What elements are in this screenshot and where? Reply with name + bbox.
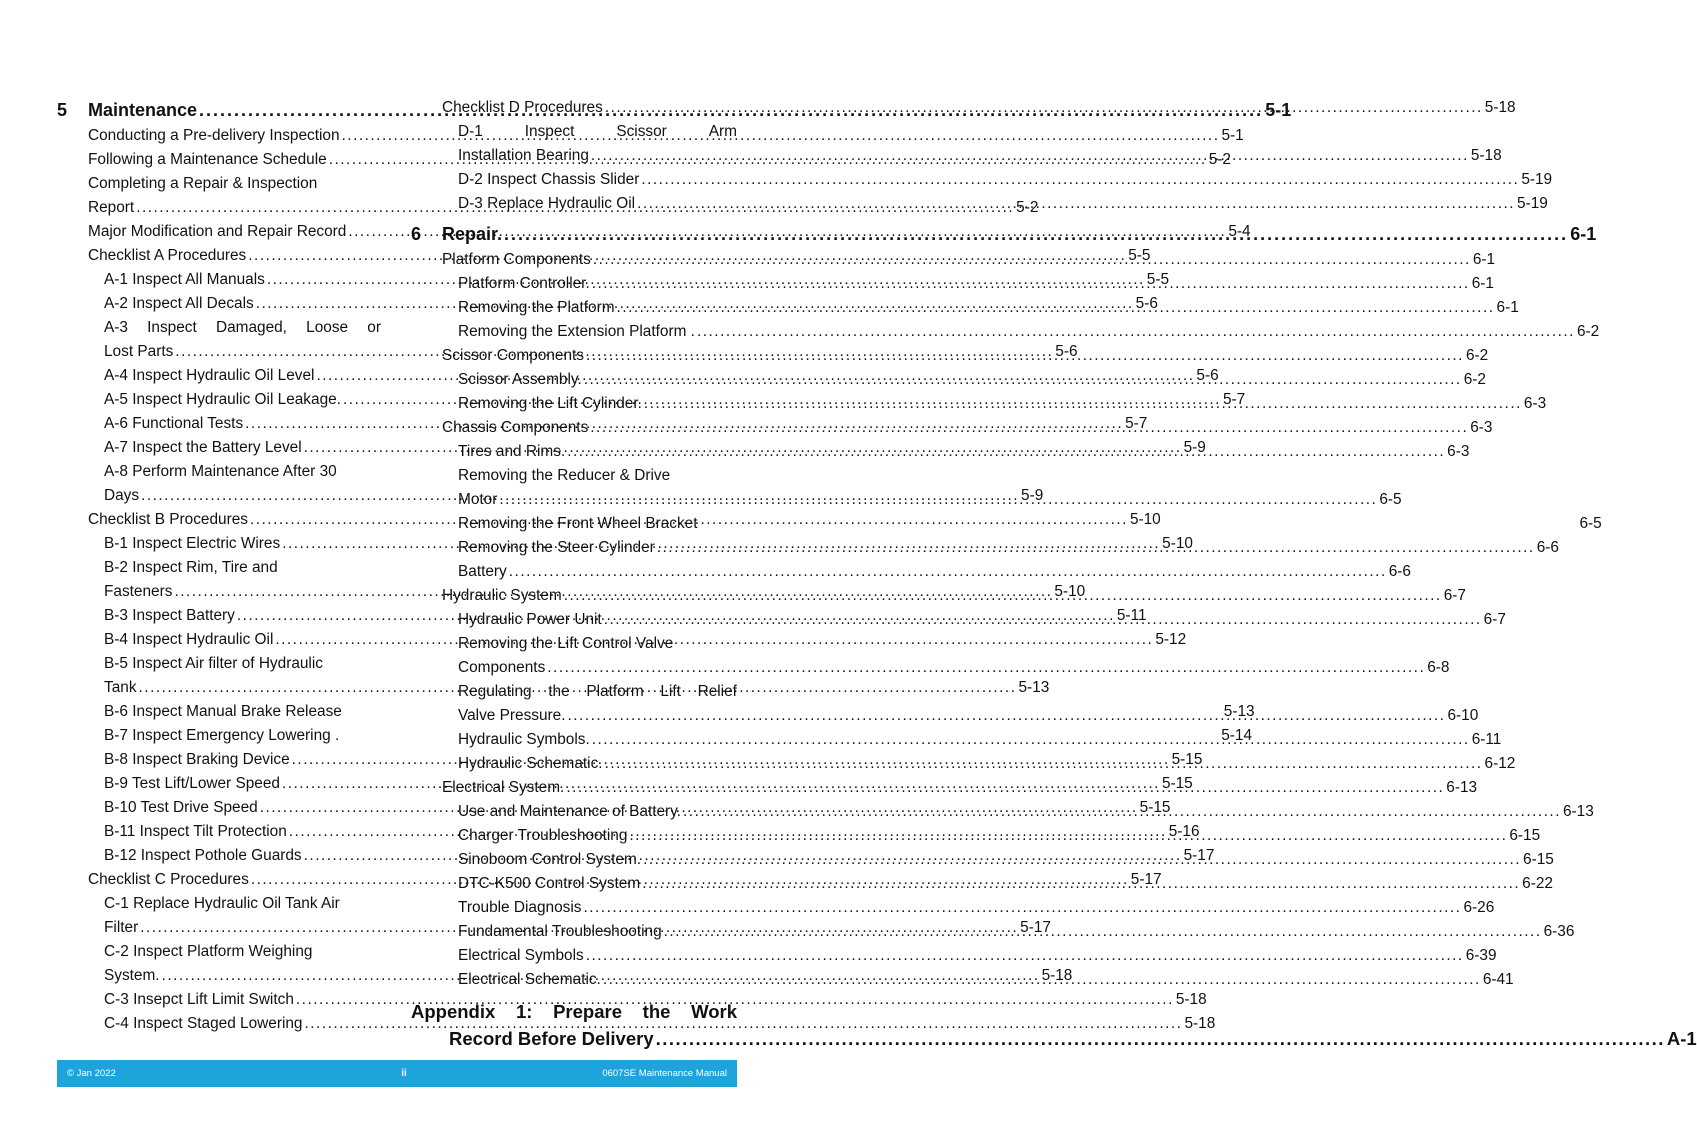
toc-entry-page: 6-1: [1496, 299, 1519, 316]
toc-entry-title: Days: [104, 487, 140, 504]
toc-entry-title: Fasteners: [104, 583, 173, 600]
toc-entry[interactable]: [411, 944, 1497, 968]
toc-entry-title: Sinoboom Control System.: [458, 851, 642, 868]
toc-entry-page: 6-8: [1427, 659, 1450, 676]
toc-entry-page: 5-18: [1041, 967, 1073, 984]
dot-leader: [564, 584, 1442, 608]
toc-entry-page: 5-10: [1129, 511, 1161, 528]
toc-entry-title: A-3 Inspect Damaged, Loose or: [104, 319, 381, 336]
toc-entry-title: B-4 Inspect Hydraulic Oil: [104, 631, 274, 648]
toc-entry[interactable]: [57, 892, 381, 916]
toc-entry-page: 5-14: [1221, 727, 1253, 744]
dot-leader: [566, 776, 1444, 800]
toc-entry-page: 6-39: [1465, 947, 1497, 964]
toc-entry-title: C-3 Insepct Lift Limit Switch: [104, 991, 294, 1008]
toc-entry-title: Hydraulic Schematic.: [458, 755, 603, 772]
dot-leader: [567, 440, 1445, 464]
dot-leader: [592, 728, 1470, 752]
toc-entry-page: 6-3: [1447, 443, 1470, 460]
toc-entry-title: Tank: [104, 679, 137, 696]
toc-entry-page: 5-16: [1168, 823, 1200, 840]
toc-entry-page: 5-7: [1222, 391, 1246, 408]
toc-entry-title: Removing the Reducer & Drive: [458, 467, 671, 484]
toc-entry-title: Removing the Platform: [458, 299, 615, 316]
toc-entry-title: Trouble Diagnosis: [458, 899, 582, 916]
toc-entry-page: 5-12: [1155, 631, 1187, 648]
footer-copyright: © Jan 2022: [67, 1068, 116, 1079]
footer-page-number: ii: [401, 1068, 407, 1079]
toc-entry-page: 6-1: [1471, 275, 1494, 292]
dot-leader: [499, 488, 1377, 512]
toc-entry-page: 6-41: [1482, 971, 1514, 988]
toc-entry-title: Checklist D Procedures: [442, 99, 603, 116]
dot-leader: [547, 656, 1425, 680]
dot-leader: [629, 824, 1507, 848]
toc-entry-title: Scissor Components: [442, 347, 584, 364]
toc-entry-title: A-7 Inspect the Battery Level: [104, 439, 302, 456]
dot-leader: [617, 296, 1495, 320]
toc-entry[interactable]: [411, 896, 1495, 920]
toc-entry-title: Removing the Front Wheel Bracket: [458, 515, 698, 532]
appendix-line-2: [411, 1025, 1697, 1052]
toc-entry[interactable]: [411, 320, 1600, 344]
toc-entry-page: 5-17: [1020, 919, 1051, 936]
toc-entry-title: Hydraulic System: [442, 587, 562, 604]
toc-entry-page: 5-10: [1054, 583, 1086, 600]
toc-entry-title: Platform Controller.: [458, 275, 590, 292]
toc-entry-title: A-4 Inspect Hydraulic Oil Level: [104, 367, 315, 384]
toc-entry-title: Removing the Extension Platform .: [458, 323, 695, 340]
toc-entry-title: Filter: [104, 919, 139, 936]
dot-leader: [642, 872, 1520, 896]
toc-entry-title: System.: [104, 967, 160, 984]
toc-entry[interactable]: [57, 652, 381, 676]
dot-leader: [664, 920, 1542, 944]
toc-entry-title: Platform Components: [442, 251, 591, 268]
toc-entry[interactable]: [57, 316, 381, 340]
toc-entry-page: 5-6: [1196, 367, 1219, 384]
appendix-title-1: Appendix 1: Prepare the Work: [411, 1001, 737, 1022]
toc-entry-title: A-8 Perform Maintenance After 30: [104, 463, 337, 480]
toc-entry-title: C-1 Replace Hydraulic Oil Tank Air: [104, 895, 340, 912]
toc-entry-page: 6-13: [1446, 779, 1478, 796]
toc-entry-title: Removing the Lift Cylinder.: [458, 395, 642, 412]
toc-entry[interactable]: [57, 172, 381, 196]
toc-entry-page: 5-13: [1018, 679, 1050, 696]
toc-entry-page: 6-13: [1562, 803, 1594, 820]
toc-entry-title: D-2 Inspect Chassis Slider: [458, 171, 640, 188]
chapter-title: Repair.: [442, 224, 503, 244]
dot-leader: [605, 96, 1483, 120]
dot-leader: [568, 704, 1446, 728]
toc-entry-page: 6-12: [1484, 755, 1516, 772]
toc-entry-page: 5-19: [1521, 171, 1553, 188]
toc-entry[interactable]: [411, 96, 1516, 120]
toc-entry-title: B-12 Inspect Pothole Guards: [104, 847, 302, 864]
dot-leader: [586, 344, 1464, 368]
toc-entry-page: 5-17: [1183, 847, 1215, 864]
chapter-page: 5-1: [1265, 100, 1292, 120]
toc-entry-page: 5-5: [1146, 271, 1170, 288]
footer-manual-title: 0607SE Maintenance Manual: [602, 1068, 727, 1079]
toc-entry-title: Tires and Rims.: [458, 443, 566, 460]
toc-entry-title: Completing a Repair & Inspection: [88, 175, 318, 192]
toc-entry[interactable]: [57, 940, 381, 964]
toc-entry-page: 5-6: [1055, 343, 1078, 360]
toc-entry-page: 6-15: [1523, 851, 1554, 868]
toc-entry-title: Removing the Lift Control Valve: [458, 635, 674, 652]
toc-entry-title: Checklist A Procedures: [88, 247, 247, 264]
toc-entry[interactable]: [57, 556, 381, 580]
toc-entry[interactable]: [411, 656, 1450, 680]
toc-entry-page: 6-7: [1443, 587, 1466, 604]
toc-entry-page: 5-11: [1116, 607, 1147, 624]
toc-entry-page: 5-2: [1208, 151, 1231, 168]
dot-leader: [605, 752, 1483, 776]
toc-entry[interactable]: [57, 1012, 1216, 1036]
toc-entry-title: Checklist B Procedures: [88, 511, 248, 528]
toc-entry-page: 6-22: [1522, 875, 1553, 892]
toc-entry-title: D-1 Inspect Scissor Arm: [458, 123, 737, 140]
toc-entry-page: 6-15: [1509, 827, 1541, 844]
toc-entry-page: 5-15: [1161, 775, 1193, 792]
toc-entry-page: 6-5: [1379, 491, 1402, 508]
toc-entry-title: B-8 Inspect Braking Device: [104, 751, 290, 768]
appendix-title-2: Record Before Delivery: [449, 1028, 654, 1049]
toc-entry-title: B-7 Inspect Emergency Lowering .: [104, 727, 340, 744]
toc-entry-title: B-5 Inspect Air filter of Hydraulic: [104, 655, 323, 672]
dot-leader: [593, 248, 1471, 272]
chapter-number: 6: [411, 224, 422, 244]
toc-entry-page: 5-18: [1175, 991, 1207, 1008]
toc-entry-page: 5-5: [1128, 247, 1151, 264]
toc-entry-page: 6-3: [1523, 395, 1547, 412]
toc-entry[interactable]: [57, 220, 1251, 244]
dot-leader: [657, 536, 1535, 560]
chapter-page: 6-1: [1570, 224, 1597, 244]
toc-entry-title: B-2 Inspect Rim, Tire and: [104, 559, 278, 576]
toc-entry-title: Following a Maintenance Schedule: [88, 151, 327, 168]
dot-leader: [697, 320, 1575, 344]
toc-entry[interactable]: [411, 680, 737, 704]
dot-leader: [643, 848, 1521, 872]
chapter-number: 5: [57, 100, 68, 120]
dot-leader: [584, 368, 1462, 392]
toc-entry-page: 6-11: [1471, 731, 1502, 748]
toc-entry-page: 6-36: [1543, 923, 1575, 940]
toc-entry-page: 5-9: [1183, 439, 1206, 456]
toc-entry-page: 5-4: [1228, 223, 1251, 240]
toc-entry-title: Regulating the Platform Lift Relief: [458, 683, 737, 700]
toc-entry-page: 6-6: [1388, 563, 1411, 580]
toc-entry-title: A-5 Inspect Hydraulic Oil Leakage.: [104, 391, 341, 408]
toc-entry-title: Motor: [458, 491, 498, 508]
toc-entry-page: 5-7: [1125, 415, 1148, 432]
toc-entry-page: 6-2: [1576, 323, 1600, 340]
toc-entry-title: D-3 Replace Hydraulic Oil: [458, 195, 636, 212]
dot-leader: [504, 220, 1568, 248]
toc-entry-title: Use and Maintenance of Battery.: [458, 803, 682, 820]
toc-entry-title: A-2 Inspect All Decals: [104, 295, 254, 312]
toc-entry-title: A-1 Inspect All Manuals: [104, 271, 265, 288]
toc-entry-page: 5-18: [1470, 147, 1502, 164]
toc-entry-page: 6-5: [1579, 515, 1602, 532]
toc-entry-page: 5-1: [1221, 127, 1244, 144]
toc-entry-title: B-9 Test Lift/Lower Speed: [104, 775, 280, 792]
toc-entry-page: 5-15: [1171, 751, 1203, 768]
toc-entry-title: Electrical System.: [442, 779, 565, 796]
toc-entry-page: 5-19: [1517, 195, 1548, 212]
toc-entry-title: B-6 Inspect Manual Brake Release: [104, 703, 342, 720]
toc-entry-title: C-2 Inspect Platform Weighing: [104, 943, 313, 960]
toc-entry-title: DTC-K500 Control System: [458, 875, 641, 892]
dot-leader: [604, 608, 1482, 632]
toc-entry-title: A-6 Functional Tests: [104, 415, 244, 432]
toc-entry-page: 6-7: [1483, 611, 1506, 628]
toc-entry-title: Installation Bearing: [458, 147, 589, 164]
toc-entry-title: Checklist C Procedures: [88, 871, 249, 888]
toc-entry-page: 5-13: [1223, 703, 1255, 720]
dot-leader: [603, 968, 1481, 992]
dot-leader: [586, 944, 1464, 968]
appendix-page: A-1: [1666, 1028, 1697, 1049]
dot-leader: [644, 392, 1522, 416]
toc-entry-title: Hydraulic Power Unit: [458, 611, 602, 628]
toc-entry-title: Chassis Components: [442, 419, 589, 436]
toc-entry-title: B-11 Inspect Tilt Protection: [104, 823, 287, 840]
toc-entry-title: Scissor Assembly.: [458, 371, 582, 388]
toc-entry-title: Major Modification and Repair Record: [88, 223, 347, 240]
toc-entry[interactable]: [411, 560, 1411, 584]
dot-leader: [590, 416, 1468, 440]
toc-entry-title: Components: [458, 659, 546, 676]
toc-entry-page: 5-18: [1484, 99, 1516, 116]
toc-entry-title: B-10 Test Drive Speed: [104, 799, 258, 816]
toc-entry-title: Charger Troubleshooting: [458, 827, 628, 844]
toc-entry[interactable]: [411, 168, 1553, 192]
toc-entry-title: Electrical Schematic.: [458, 971, 601, 988]
appendix-line-1: [411, 998, 737, 1025]
toc-entry[interactable]: [411, 120, 737, 144]
toc-entry-title: C-4 Inspect Staged Lowering: [104, 1015, 303, 1032]
toc-entry-page: 5-9: [1021, 487, 1044, 504]
toc-entry-page: 6-2: [1465, 347, 1489, 364]
toc-entry-title: B-1 Inspect Electric Wires: [104, 535, 281, 552]
toc-entry-title: Hydraulic Symbols.: [458, 731, 590, 748]
dot-leader: [637, 192, 1515, 216]
toc-entry-title: Lost Parts: [104, 343, 174, 360]
dot-leader: [641, 168, 1519, 192]
toc-entry-page: 5-18: [1184, 1015, 1216, 1032]
toc-entry-page: 6-10: [1447, 707, 1479, 724]
toc-entry-page: 5-2: [1016, 199, 1039, 216]
toc-entry-title: Battery: [458, 563, 507, 580]
toc-entry-page: 6-3: [1470, 419, 1493, 436]
toc-entry-title: Removing the Steer Cylinder: [458, 539, 655, 556]
toc-entry-title: B-3 Inspect Battery: [104, 607, 235, 624]
dot-leader: [656, 1025, 1665, 1052]
page-footer: [57, 1060, 737, 1087]
toc-entry-page: 6-26: [1463, 899, 1495, 916]
toc-entry-page: 6-1: [1472, 251, 1496, 268]
toc-entry-page: 6-6: [1536, 539, 1559, 556]
toc-entry-page: 5-15: [1139, 799, 1171, 816]
dot-leader: [592, 272, 1470, 296]
toc-entry-title: Fundamental Troubleshooting: [458, 923, 662, 940]
chapter-title: Maintenance: [88, 100, 198, 120]
toc-entry[interactable]: [411, 464, 737, 488]
toc-entry[interactable]: [411, 632, 737, 656]
toc-entry-title: Electrical Symbols: [458, 947, 584, 964]
toc-entry-page: 5-17: [1130, 871, 1162, 888]
toc-entry-page: 5-6: [1135, 295, 1158, 312]
toc-entry-title: Report: [88, 199, 135, 216]
dot-leader: [683, 800, 1561, 824]
dot-leader: [591, 144, 1469, 168]
toc-entry-page: 5-10: [1162, 535, 1193, 552]
dot-leader: [583, 896, 1461, 920]
dot-leader: [509, 560, 1387, 584]
toc-entry-title: Conducting a Pre-delivery Inspection: [88, 127, 340, 144]
toc-entry-page: 6-2: [1463, 371, 1486, 388]
toc-entry-title: Valve Pressure.: [458, 707, 566, 724]
toc-entry[interactable]: [57, 460, 381, 484]
